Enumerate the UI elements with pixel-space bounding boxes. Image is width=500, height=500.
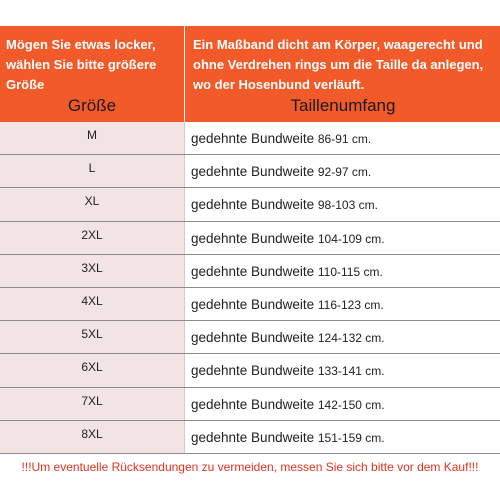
waist-cell [184,421,500,453]
waist-range: 142-150 cm. [317,397,385,412]
waist-column-title: Taillenumfang [290,96,396,115]
table-row [0,421,500,454]
waist-label: gedehnte Bundweite [191,330,315,346]
instruction-line: ohne Verdrehen rings um die Taille da anlegen, [193,57,484,72]
table-row [0,188,500,221]
waist-value [191,297,384,312]
waist-cell [184,122,500,154]
waist-range: 110-115 cm. [317,264,383,279]
waist-value [191,397,385,412]
instruction-line: wo der Hosenbund verläuft. [193,77,365,92]
table-row [0,321,500,354]
table-row [0,255,500,288]
waist-cell [184,354,500,386]
waist-label: gedehnte Bundweite [191,131,315,146]
waist-value [191,264,383,279]
waist-label: gedehnte Bundweite [191,396,315,412]
size-chart-table [0,26,500,454]
table-header [0,26,500,122]
waist-cell [184,288,500,320]
waist-value [191,197,378,212]
waist-label: gedehnte Bundweite [191,164,315,180]
size-cell: 5XL [0,321,184,353]
footer [0,454,500,500]
waist-label: gedehnte Bundweite [191,429,315,445]
size-cell: 4XL [0,288,184,320]
table-row [0,155,500,188]
size-cell: 8XL [0,421,184,453]
waist-cell [184,255,500,287]
size-cell: 3XL [0,255,184,287]
size-cell: 6XL [0,354,184,386]
measuring-instructions [193,35,483,95]
waist-label: gedehnte Bundweite [191,263,315,279]
return-warning: !!!Um eventuelle Rücksendungen zu vermeiden, messen Sie sich bitte vor dem Kauf!!! [21,460,479,474]
waist-value [191,363,385,378]
size-advice-note [6,35,156,95]
size-cell: M [0,122,184,154]
size-cell: 2XL [0,222,184,254]
waist-column-header [184,26,500,122]
waist-cell [184,321,500,353]
waist-range: 98-103 cm. [317,198,378,213]
waist-range: 104-109 cm. [317,231,385,246]
size-column-title: Größe [67,96,117,115]
waist-range: 151-159 cm. [317,430,385,445]
size-column-header [0,26,184,122]
waist-cell [184,222,500,254]
table-row [0,354,500,387]
waist-cell [184,155,500,187]
waist-value [191,430,385,445]
size-cell: 7XL [0,388,184,420]
size-cell: XL [0,188,184,220]
waist-range: 124-132 cm. [317,331,385,346]
waist-cell [184,188,500,220]
table-row [0,122,500,155]
size-cell: L [0,155,184,187]
size-advice-line: Mögen Sie etwas locker, [6,37,156,52]
waist-range: 116-123 cm. [317,297,384,312]
waist-range: 133-141 cm. [317,364,385,379]
waist-value [191,131,371,146]
waist-label: gedehnte Bundweite [191,197,315,213]
waist-value [191,231,385,246]
instruction-line: Ein Maßband dicht am Körper, waagerecht und [193,37,483,52]
waist-range: 92-97 cm. [317,165,372,180]
waist-label: gedehnte Bundweite [191,296,315,312]
table-row [0,288,500,321]
table-row [0,222,500,255]
waist-range: 86-91 cm. [317,132,372,146]
table-row [0,388,500,421]
waist-label: gedehnte Bundweite [191,363,315,379]
waist-cell [184,388,500,420]
waist-value [191,164,371,179]
size-advice-line: Größe [6,77,45,92]
waist-label: gedehnte Bundweite [191,230,315,246]
waist-value [191,330,385,345]
size-rows [0,122,500,454]
size-advice-line: wählen Sie bitte größere [6,57,157,72]
